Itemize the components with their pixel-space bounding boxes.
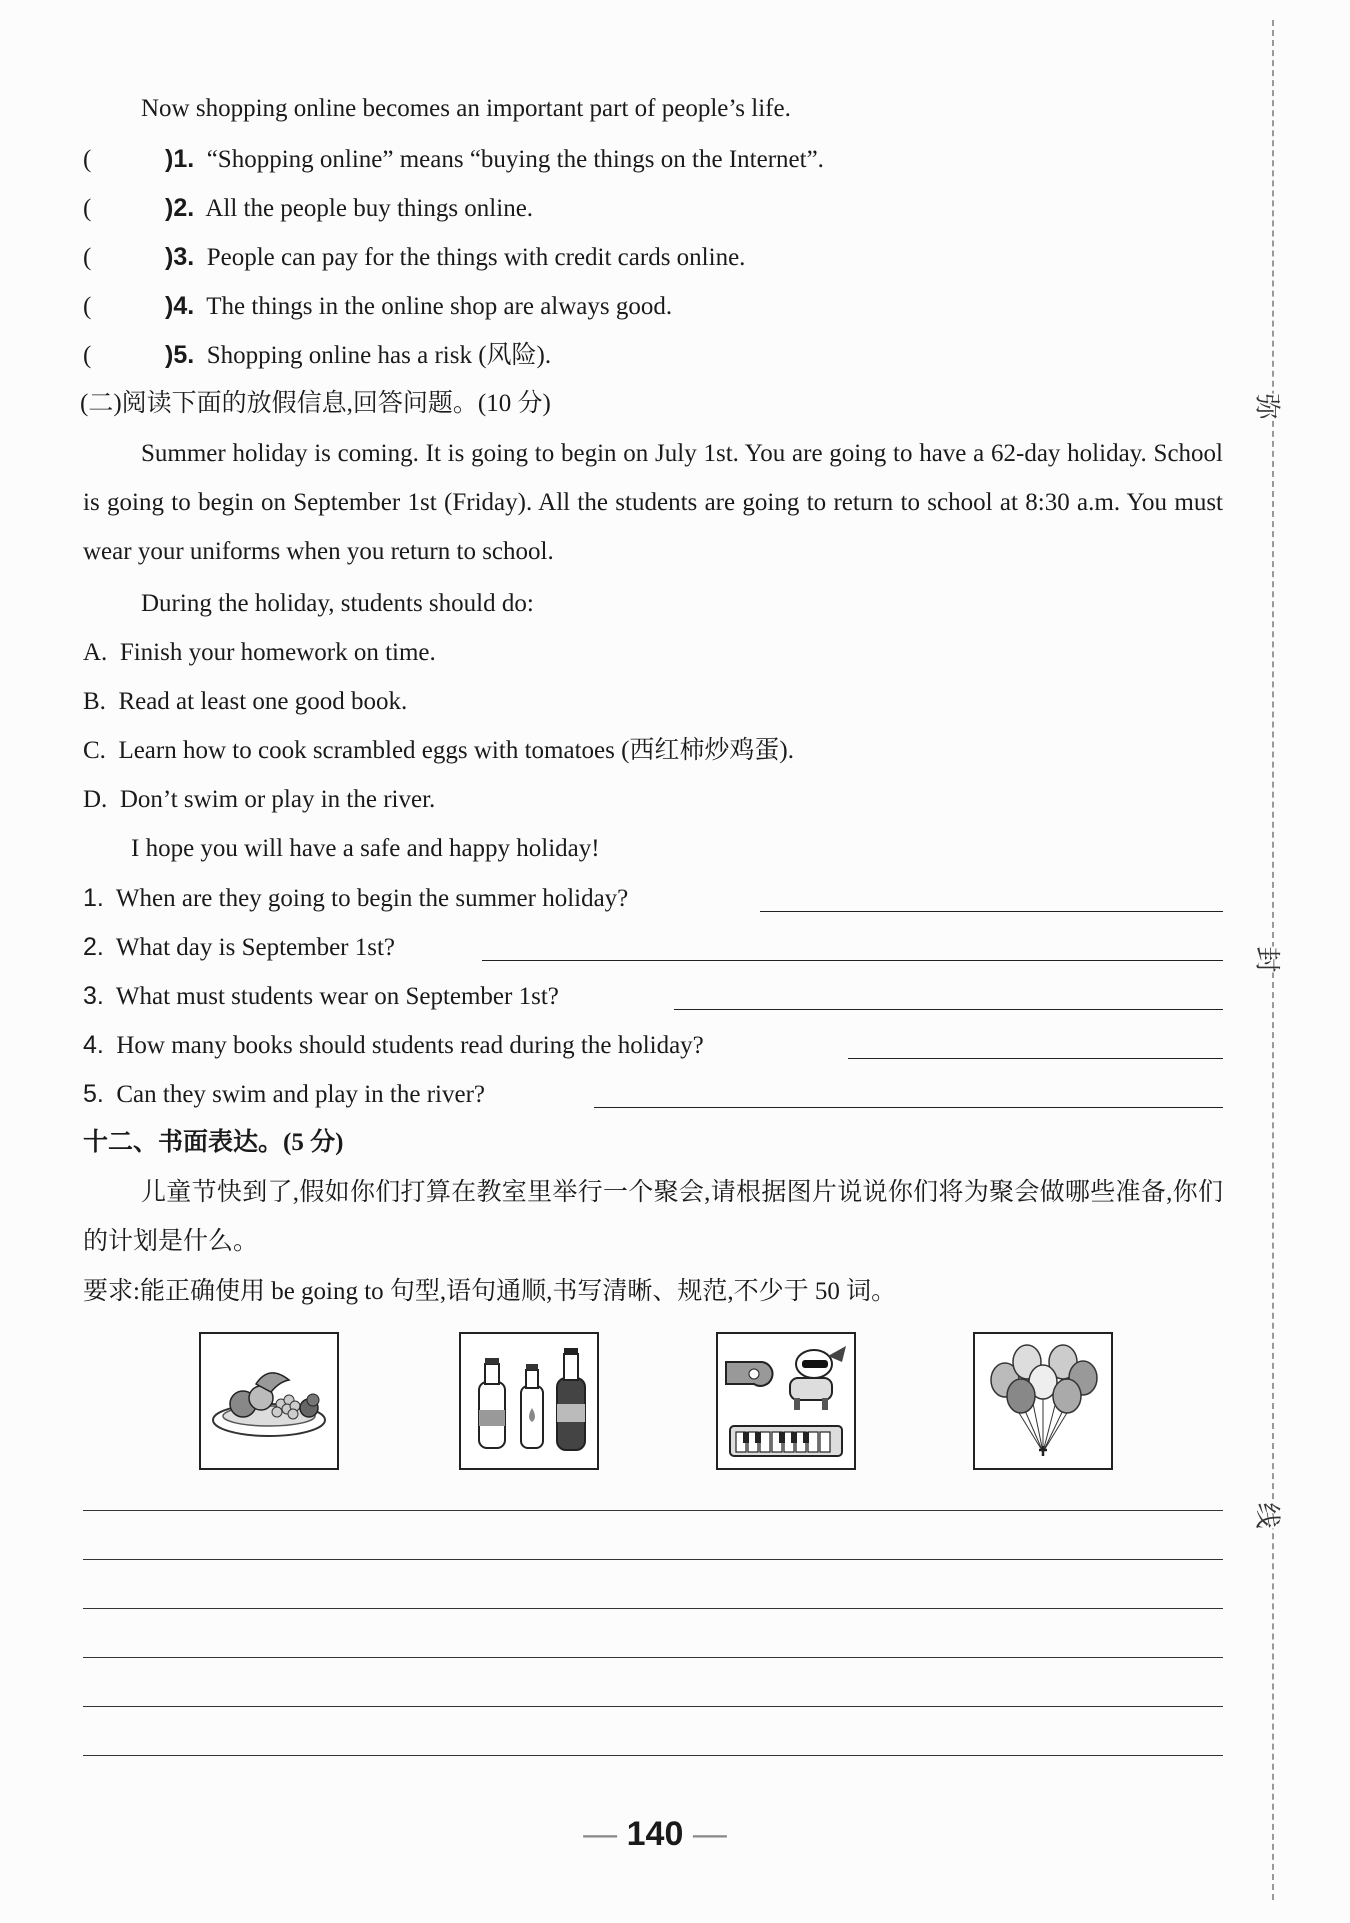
binding-mark-2: 封 [1247, 946, 1292, 972]
writing-prompt: 儿童节快到了,假如你们打算在教室里举行一个聚会,请根据图片说说你们将为聚会做哪些准备,你们的计划是什么。 [83, 1179, 1223, 1255]
writing-line-6[interactable] [83, 1755, 1223, 1756]
balloons-icon [975, 1334, 1111, 1468]
question-number: 2. [83, 933, 104, 961]
writing-line-2[interactable] [83, 1559, 1223, 1560]
question-text: How many books should students read during the holiday? [116, 1032, 704, 1059]
answer-line-4[interactable] [848, 1058, 1223, 1059]
item-number: )4. [165, 292, 195, 320]
option-text: Read at least one good book. [118, 688, 408, 715]
closing-sentence: I hope you will have a safe and happy holiday! [131, 835, 600, 862]
answer-bracket[interactable]: ( [83, 244, 92, 271]
question-number: 1. [83, 884, 104, 912]
question-number: 5. [83, 1080, 104, 1108]
question-text: What must students wear on September 1st? [115, 983, 559, 1010]
option-d [83, 785, 435, 815]
whistle-toy-dog-keyboard-icon [718, 1334, 854, 1468]
writing-section-heading: 十二、书面表达。(5 分) [83, 1129, 344, 1156]
question-number: 3. [83, 982, 104, 1010]
writing-line-3[interactable] [83, 1608, 1223, 1609]
question-3 [83, 981, 559, 1012]
question-text: Can they swim and play in the river? [116, 1081, 486, 1108]
writing-line-4[interactable] [83, 1657, 1223, 1658]
option-letter: B. [83, 688, 106, 715]
answer-line-5[interactable] [594, 1107, 1223, 1108]
question-text: When are they going to begin the summer holiday? [115, 885, 629, 912]
option-letter: A. [83, 639, 108, 666]
option-a [83, 638, 436, 668]
page-number-dash-left: — [583, 1815, 618, 1853]
question-5 [83, 1079, 485, 1110]
item-number: )2. [165, 194, 195, 222]
writing-requirement: 要求:能正确使用 be going to 句型,语句通顺,书写清晰、规范,不少于 50 词。 [83, 1278, 897, 1305]
item-text: The things in the online shop are always good. [206, 293, 673, 320]
balloons-picture [973, 1332, 1113, 1470]
fruit-plate-icon [201, 1334, 337, 1468]
option-c [83, 736, 794, 766]
option-text: Finish your homework on time. [119, 639, 436, 666]
shopping-intro: Now shopping online becomes an important part of people’s life. [141, 95, 791, 122]
binding-mark-3: 线 [1247, 1502, 1292, 1528]
question-4 [83, 1030, 704, 1061]
tf-item-4 [83, 291, 672, 322]
option-letter: C. [83, 737, 106, 764]
drink-bottles-icon [461, 1334, 597, 1468]
holiday-passage: Summer holiday is coming. It is going to begin on July 1st. You are going to have a 62-day holiday. School is going to begin on September 1st (Friday). All the students are going to return to school at 8:30 a.m. You must wear your uniforms when you return to school. [83, 440, 1223, 565]
during-holiday-intro: During the holiday, students should do: [141, 590, 534, 617]
item-text: Shopping online has a risk (风险). [206, 342, 552, 369]
item-text: All the people buy things online. [205, 195, 534, 222]
item-number: )5. [165, 341, 195, 369]
option-letter: D. [83, 786, 108, 813]
writing-line-5[interactable] [83, 1706, 1223, 1707]
page-number [0, 1815, 1310, 1854]
item-number: )3. [165, 243, 195, 271]
writing-line-1[interactable] [83, 1510, 1223, 1511]
question-1 [83, 883, 628, 914]
tf-item-3 [83, 242, 745, 273]
option-b [83, 687, 407, 717]
question-2 [83, 932, 395, 963]
page-number-value: 140 [626, 1815, 684, 1853]
drinks-picture [459, 1332, 599, 1470]
item-number: )1. [165, 145, 195, 173]
item-text: People can pay for the things with credit cards online. [206, 244, 746, 271]
fruit-plate-picture [199, 1332, 339, 1470]
answer-line-2[interactable] [482, 960, 1223, 961]
toys-picture [716, 1332, 856, 1470]
answer-bracket[interactable]: ( [83, 195, 92, 222]
binding-mark-1: 弥 [1247, 393, 1292, 419]
page-number-dash-right: — [692, 1815, 727, 1853]
item-text: “Shopping online” means “buying the things on the Internet”. [206, 146, 824, 173]
question-number: 4. [83, 1031, 104, 1059]
answer-line-1[interactable] [760, 911, 1223, 912]
tf-item-5 [83, 340, 551, 371]
answer-bracket[interactable]: ( [83, 146, 92, 173]
option-text: Learn how to cook scrambled eggs with tomatoes (西红柿炒鸡蛋). [118, 737, 794, 764]
option-text: Don’t swim or play in the river. [119, 786, 436, 813]
answer-line-3[interactable] [674, 1009, 1223, 1010]
tf-item-2 [83, 193, 533, 224]
answer-bracket[interactable]: ( [83, 342, 92, 369]
section-heading: (二)阅读下面的放假信息,回答问题。(10 分) [80, 390, 551, 417]
answer-bracket[interactable]: ( [83, 293, 92, 320]
tf-item-1 [83, 144, 824, 175]
question-text: What day is September 1st? [115, 934, 396, 961]
